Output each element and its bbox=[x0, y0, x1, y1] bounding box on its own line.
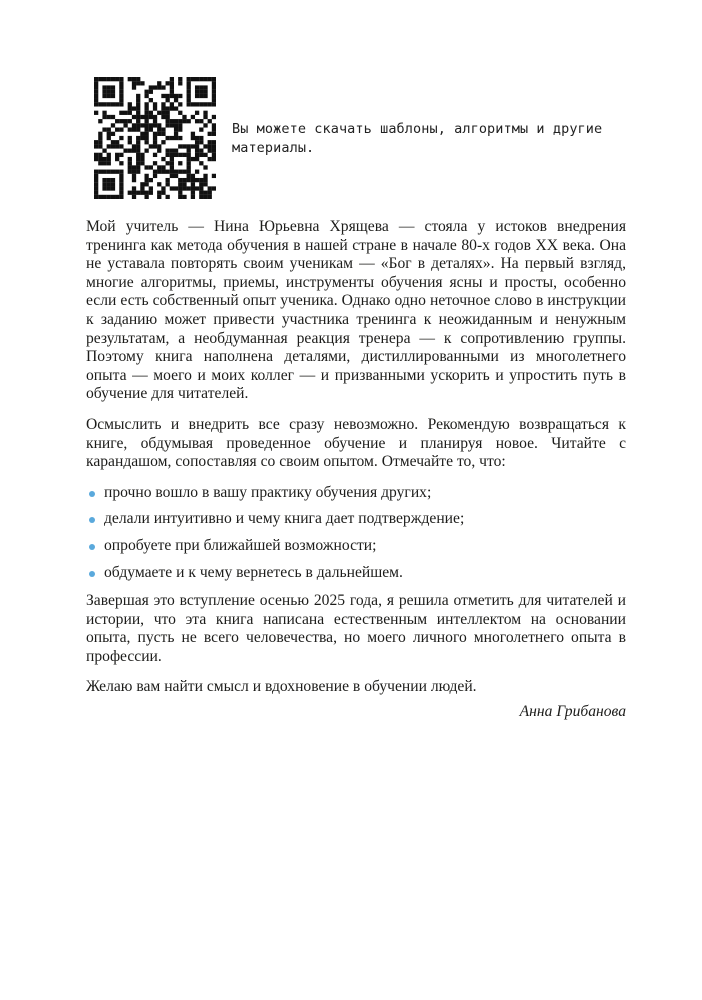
author-signature: Анна Грибанова bbox=[519, 703, 626, 721]
bullet-item bbox=[86, 510, 626, 529]
bullet-dot-icon bbox=[89, 544, 95, 550]
closing-paragraph: Завершая это вступление осенью 2025 года, я решила отметить для читателей и истории, что эта книга написана естественным интеллектом на основании опыта, пусть не всего человечества, но моего личного многолетнего опыта в профессии. bbox=[86, 592, 626, 665]
qr-caption: Вы можете скачать шаблоны, алгоритмы и другие материалы. bbox=[232, 121, 603, 156]
qr-code bbox=[94, 77, 216, 199]
bullet-text: обдумаете и к чему вернетесь в дальнейшем. bbox=[104, 563, 403, 581]
wish-paragraph: Желаю вам найти смысл и вдохновение в обучении людей. bbox=[86, 678, 477, 696]
advice-paragraph: Осмыслить и внедрить все сразу невозможно. Рекомендую возвращаться к книге, обдумывая проведенное обучение и планируя новое. Читайте с карандашом, сопоставляя со своим опытом. Отмечайте то, что: bbox=[86, 415, 626, 471]
bullet-item bbox=[86, 484, 626, 503]
bullet-dot-icon bbox=[89, 571, 95, 577]
bullet-text: делали интуитивно и чему книга дает подтверждение; bbox=[104, 510, 465, 528]
intro-paragraph: Мой учитель — Нина Юрьевна Хрящева — стояла у истоков внедрения тренинга как метода обучения в нашей стране в начале 80-х годов XX века. Она не уставала повторять своим ученикам — «Бог в деталях». На первый взгляд, многие алгоритмы, приемы, инструменты обучения ясны и просты, особенно если есть собственный опыт ученика. Однако одно неточное слово в инструкции к заданию может привести участника тренинга к неожиданным и ненужным результатам, а необдуманная реакция тренера — к сопротивлению группы. Поэтому книга наполнена деталями, дистиллированными из многолетнего опыта — моего и моих коллег — и призванными ускорить и упростить путь в обучение для читателей. bbox=[86, 218, 626, 403]
bullet-dot-icon bbox=[89, 491, 95, 497]
bullet-text: прочно вошло в вашу практику обучения других; bbox=[104, 483, 432, 501]
page-body bbox=[86, 218, 626, 722]
bullet-text: опробуете при ближайшей возможности; bbox=[104, 536, 377, 554]
bullet-item bbox=[86, 564, 626, 583]
qr-code-icon bbox=[94, 77, 216, 199]
bullet-list bbox=[86, 484, 626, 582]
bullet-item bbox=[86, 537, 626, 556]
bullet-dot-icon bbox=[89, 517, 95, 523]
